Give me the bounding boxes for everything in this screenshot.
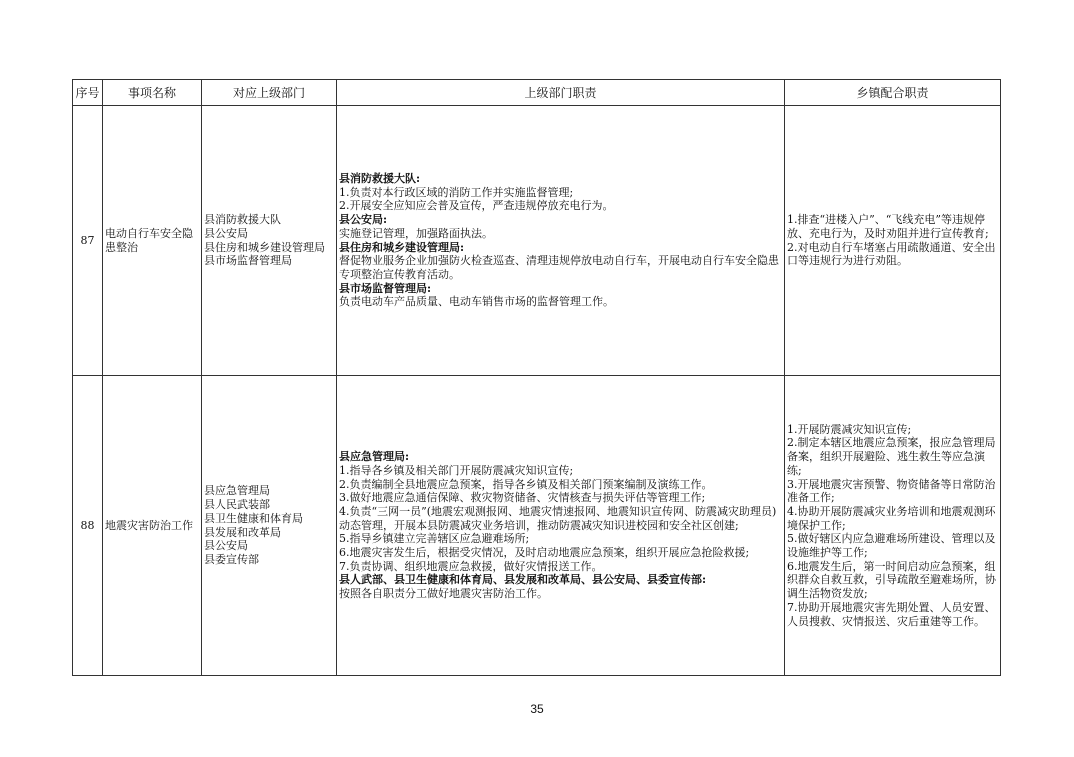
duty-heading: 县公安局:	[339, 213, 388, 227]
header-item-name: 事项名称	[103, 80, 202, 106]
duty-item: 实施登记管理，加强路面执法。	[339, 226, 493, 240]
header-dept-duty: 上级部门职责	[337, 80, 785, 106]
duty-item: 7.负责协调、组织地震应急救援，做好灾情报送工作。	[339, 559, 603, 573]
row-number: 88	[73, 376, 103, 676]
row-number: 87	[73, 106, 103, 376]
header-town-duty: 乡镇配合职责	[785, 80, 1001, 106]
dept-duties	[337, 106, 785, 376]
town-duty-item: 4.协助开展防震减灾业务培训和地震观测环境保护工作;	[787, 504, 996, 532]
duty-item: 4.负责“三网一员”(地震宏观测报网、地震灾情速报网、地震知识宣传网、防震减灾助理员)动态管理，开展本县防震减灾业务培训，推动防震减灾知识进校园和安全社区创建;	[339, 504, 777, 532]
duty-item: 1.指导各乡镇及相关部门开展防震减灾知识宣传;	[339, 463, 574, 477]
duty-item: 负责电动车产品质量、电动车销售市场的监督管理工作。	[339, 295, 614, 309]
duty-heading: 县市场监督管理局:	[339, 281, 432, 295]
page-number: 35	[530, 702, 544, 716]
duty-item: 6.地震灾害发生后，根据受灾情况，及时启动地震应急预案，组织开展应急抢险救援;	[339, 546, 750, 560]
town-duty-item: 1.排查“进楼入户”、“飞线充电”等违规停放、充电行为，及时劝阻并进行宣传教育;	[787, 213, 989, 240]
dept-list: 县消防救援大队 县公安局 县住房和城乡建设管理局 县市场监督管理局	[202, 106, 337, 376]
town-duty-item: 2.对电动自行车堵塞占用疏散通道、安全出口等违规行为进行劝阻。	[787, 240, 996, 268]
duty-item: 5.指导乡镇建立完善辖区应急避难场所;	[339, 532, 530, 546]
table-row	[73, 106, 1001, 376]
header-row	[73, 80, 1001, 106]
town-duty-item: 3.开展地震灾害预警、物资储备等日常防治准备工作;	[787, 477, 996, 505]
duty-item: 2.负责编制全县地震应急预案，指导各乡镇及相关部门预案编制及演练工作。	[339, 477, 713, 491]
duty-item: 2.开展安全应知应会普及宣传，严查违规停放充电行为。	[339, 199, 614, 213]
town-duty-item: 2.制定本辖区地震应急预案，报应急管理局备案，组织开展避险、逃生救生等应急演练;	[787, 436, 996, 477]
duty-heading: 县消防救援大队:	[339, 171, 421, 185]
town-duties	[785, 106, 1001, 376]
duty-table	[72, 79, 1001, 676]
dept-duties	[337, 376, 785, 676]
town-duty-item: 1.开展防震减灾知识宣传;	[787, 422, 912, 436]
item-name: 电动自行车安全隐患整治	[103, 106, 202, 376]
duty-heading: 县应急管理局:	[339, 450, 410, 464]
item-name: 地震灾害防治工作	[103, 376, 202, 676]
duty-heading: 县住房和城乡建设管理局:	[339, 240, 465, 254]
duty-item: 3.做好地震应急通信保障、救灾物资储备、灾情核查与损失评估等管理工作;	[339, 491, 706, 505]
duty-item: 按照各自职责分工做好地震灾害防治工作。	[339, 587, 548, 601]
town-duties	[785, 376, 1001, 676]
town-duty-item: 6.地震发生后，第一时间启动应急预案，组织群众自救互救，引导疏散至避难场所，协调生活物资发放;	[787, 559, 996, 601]
town-duty-item: 5.做好辖区内应急避难场所建设、管理以及设施维护等工作;	[787, 532, 996, 560]
table-row	[73, 376, 1001, 676]
town-duty-item: 7.协助开展地震灾害先期处置、人员安置、人员搜救、灾情报送、灾后重建等工作。	[787, 600, 996, 628]
duty-item: 督促物业服务企业加强防火检查巡查、清理违规停放电动自行车，开展电动自行车安全隐患专项整治宣传教育活动。	[339, 254, 779, 281]
duty-item: 1.负责对本行政区域的消防工作并实施监督管理;	[339, 185, 574, 199]
header-dept: 对应上级部门	[202, 80, 337, 106]
duty-heading: 县人武部、县卫生健康和体育局、县发展和改革局、县公安局、县委宣传部:	[339, 573, 707, 587]
header-no: 序号	[73, 80, 103, 106]
dept-list: 县应急管理局 县人民武装部 县卫生健康和体育局 县发展和改革局 县公安局 县委宣传部	[202, 376, 337, 676]
